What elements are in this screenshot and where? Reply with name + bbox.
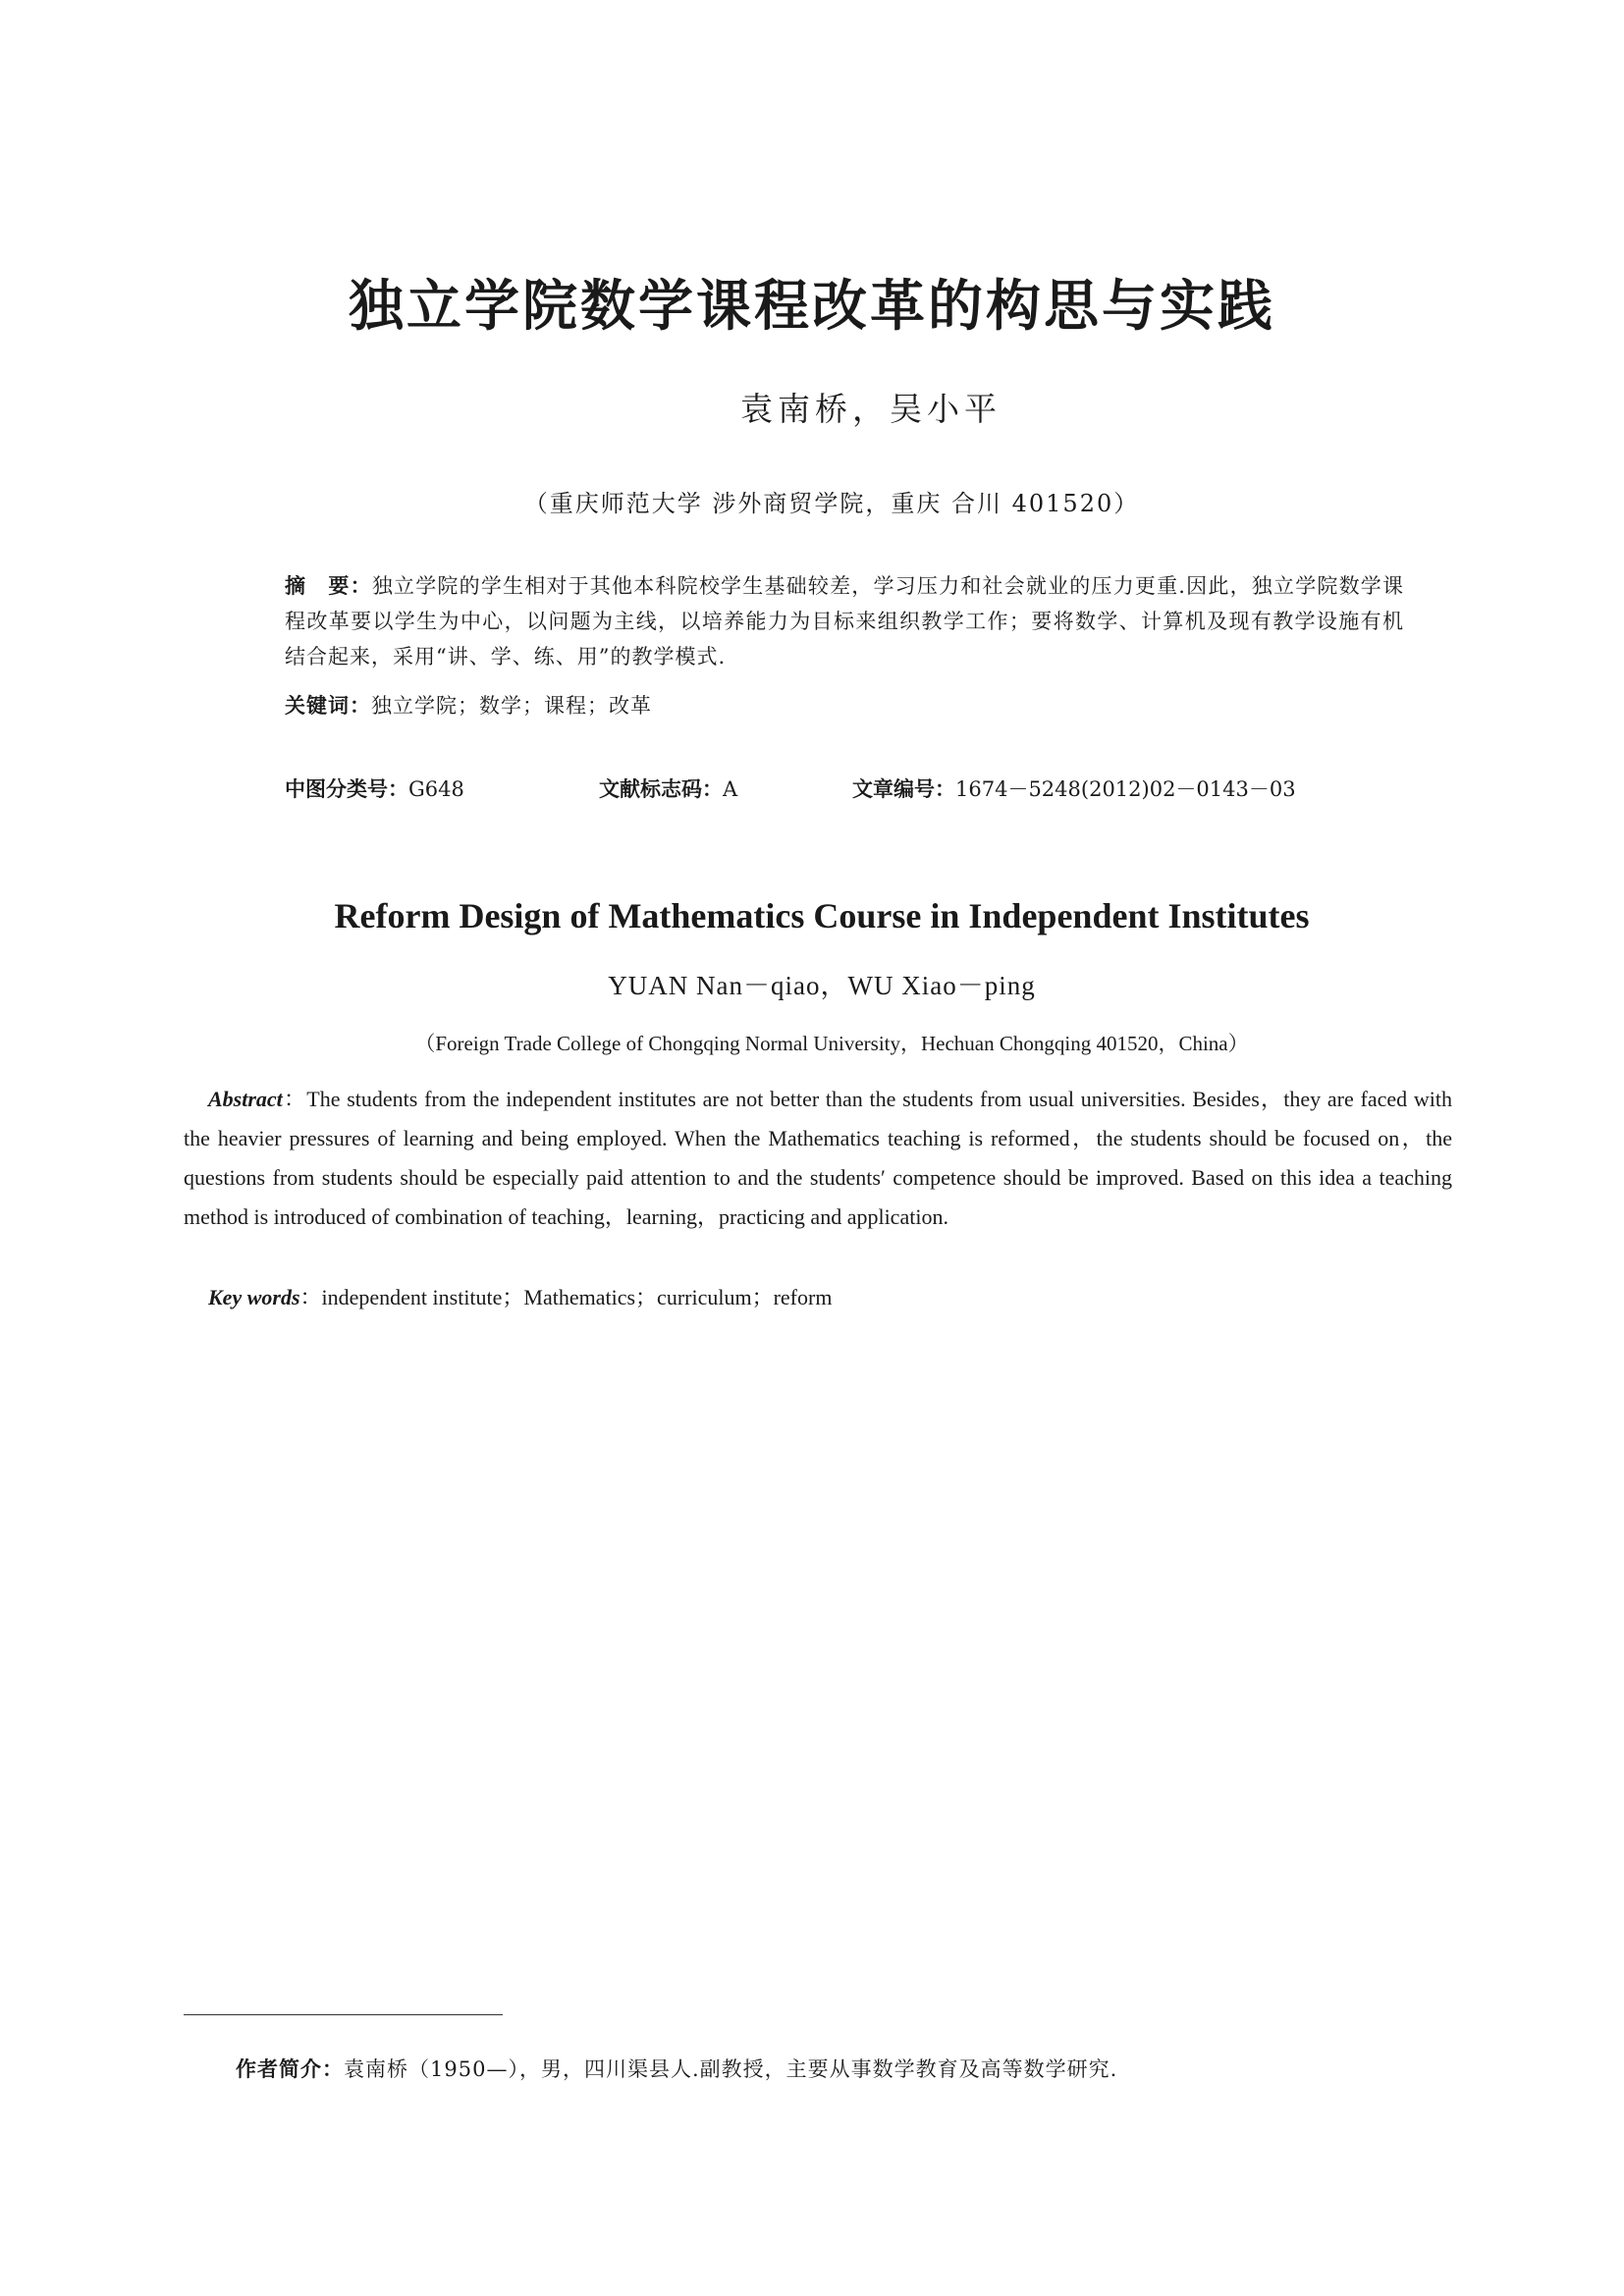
abstract-text-cn: 独立学院的学生相对于其他本科院校学生基础较差，学习压力和社会就业的压力更重.因此，独立学院数学课程改革要以学生为中心，以问题为主线，以培养能力为目标来组织教学工作；要将数学、计算机及现有教学设施有机结合起来，采用“讲、学、练、用”的教学模式. — [285, 574, 1405, 668]
abstract-label-cn: 摘 要： — [285, 574, 372, 598]
keywords-label-en: Key words — [208, 1285, 300, 1309]
document-code-label: 文献标志码： — [599, 777, 723, 801]
authors-cn: 袁南桥，吴小平 — [740, 390, 1001, 428]
clc-value: G648 — [408, 777, 464, 801]
clc-number — [285, 774, 464, 803]
document-code-value: A — [723, 777, 738, 801]
footnote-divider — [184, 2014, 503, 2015]
author-footnote — [236, 2054, 1117, 2083]
keywords-en — [208, 1281, 832, 1311]
affiliation-en: （Foreign Trade College of Chongqing Normal University，Hechuan Chongqing 401520，China） — [414, 1032, 1249, 1055]
paper-title-en: Reform Design of Mathematics Course in Independent Institutes — [334, 896, 1310, 935]
keywords-text-cn: 独立学院；数学；课程；改革 — [371, 694, 652, 718]
footnote-label: 作者简介： — [236, 2057, 344, 2081]
abstract-cn — [285, 568, 1404, 674]
abstract-en — [184, 1080, 1452, 1237]
keywords-text-en: independent institute；Mathematics；curriculum；reform — [321, 1285, 833, 1309]
document-code — [599, 774, 737, 803]
affiliation-cn: （重庆师范大学 涉外商贸学院，重庆 合川 401520） — [523, 490, 1140, 517]
abstract-text-en: The students from the independent institutes are not better than the students from usual universities. Besides，they are faced with the heavier pressures of learning and being employed. When the Mathematics teaching is reformed，the students should be focused on，the questions from students should be especially paid attention to and the students′ competence should be improved. Based on this idea a teaching method is introduced of combination of teaching，learning，practicing and application. — [184, 1087, 1452, 1229]
keywords-cn — [285, 690, 652, 720]
footnote-text: 袁南桥（1950—），男，四川渠县人.副教授，主要从事数学教育及高等数学研究. — [344, 2057, 1118, 2081]
abstract-sep-en: ： — [282, 1087, 307, 1111]
clc-label: 中图分类号： — [285, 777, 408, 801]
article-number-label: 文章编号： — [852, 777, 955, 801]
keywords-sep-en: ： — [299, 1285, 322, 1309]
paper-title-cn: 独立学院数学课程改革的构思与实践 — [349, 274, 1275, 339]
article-number-value: 1674－5248(2012)02－0143－03 — [955, 777, 1296, 801]
abstract-label-en: Abstract — [208, 1087, 283, 1111]
article-number — [852, 774, 1296, 803]
authors-en: YUAN Nan－qiao，WU Xiao－ping — [608, 971, 1036, 1000]
keywords-label-cn: 关键词： — [285, 694, 371, 718]
